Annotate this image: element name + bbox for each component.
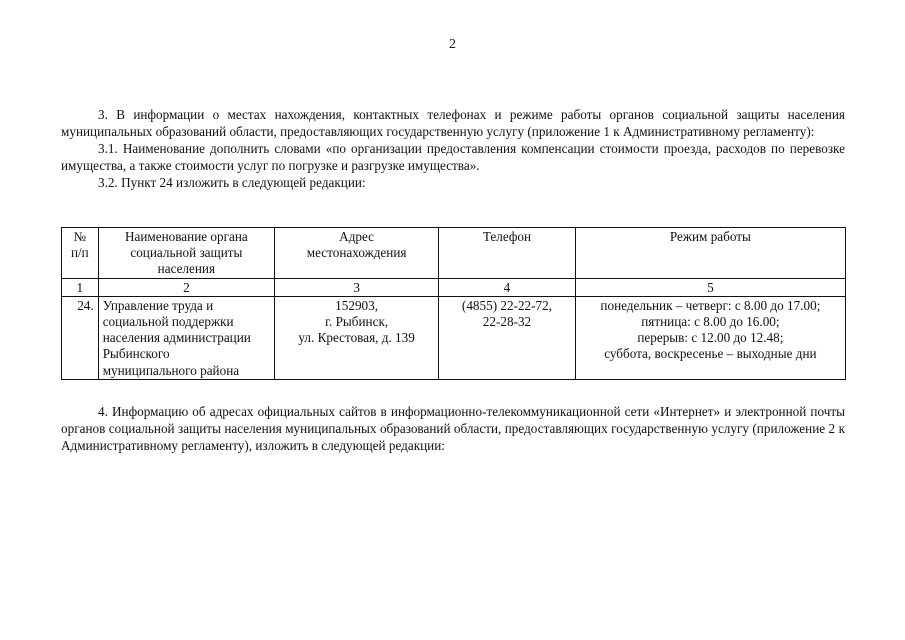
- row-address: 152903, г. Рыбинск, ул. Крестовая, д. 139: [275, 296, 439, 379]
- column-number-3: 3: [275, 278, 439, 296]
- row-number: 24.: [62, 296, 99, 379]
- header-address: Адрес местонахождения: [275, 228, 439, 279]
- table-column-numbers-row: [62, 278, 846, 296]
- header-hours: Режим работы: [575, 228, 845, 279]
- paragraph-3-2: 3.2. Пункт 24 изложить в следующей редакции:: [98, 175, 366, 190]
- table-header-row: [62, 228, 846, 279]
- header-number: № п/п: [62, 228, 99, 279]
- row-organization: Управление труда и социальной поддержки населения администрации Рыбинского муниципального района: [98, 296, 274, 379]
- header-organization: Наименование органа социальной защиты населения: [98, 228, 274, 279]
- offices-table: [61, 227, 846, 380]
- column-number-4: 4: [439, 278, 576, 296]
- paragraph-3-1: 3.1. Наименование дополнить словами «по организации предоставления компенсации стоимости проезда, расходов по перевозке имущества, а также стоимости услуг по погрузке и разгрузке имущества».: [61, 141, 845, 173]
- header-phone: Телефон: [439, 228, 576, 279]
- section-4: [61, 403, 845, 454]
- column-number-1: 1: [62, 278, 99, 296]
- paragraph-3: 3. В информации о местах нахождения, контактных телефонах и режиме работы органов социальной защиты населения муниципальных образований области, предоставляющих государственную услугу (приложение 1 к Административному регламенту):: [61, 107, 845, 139]
- row-phone: (4855) 22-22-72, 22-28-32: [439, 296, 576, 379]
- row-hours: понедельник – четверг: с 8.00 до 17.00; пятница: с 8.00 до 16.00; перерыв: с 12.00 до 12.48; суббота, воскресенье – выходные дни: [575, 296, 845, 379]
- document-body: [61, 106, 845, 191]
- column-number-5: 5: [575, 278, 845, 296]
- column-number-2: 2: [98, 278, 274, 296]
- paragraph-4: 4. Информацию об адресах официальных сайтов в информационно-телекоммуникационной сети «Интернет» и электронной почты органов социальной защиты населения муниципальных образований области, предоставляющих государственную услугу (приложение 2 к Административному регламенту), изложить в следующей редакции:: [61, 404, 845, 453]
- table-row: [62, 296, 846, 379]
- page-number: 2: [449, 37, 456, 52]
